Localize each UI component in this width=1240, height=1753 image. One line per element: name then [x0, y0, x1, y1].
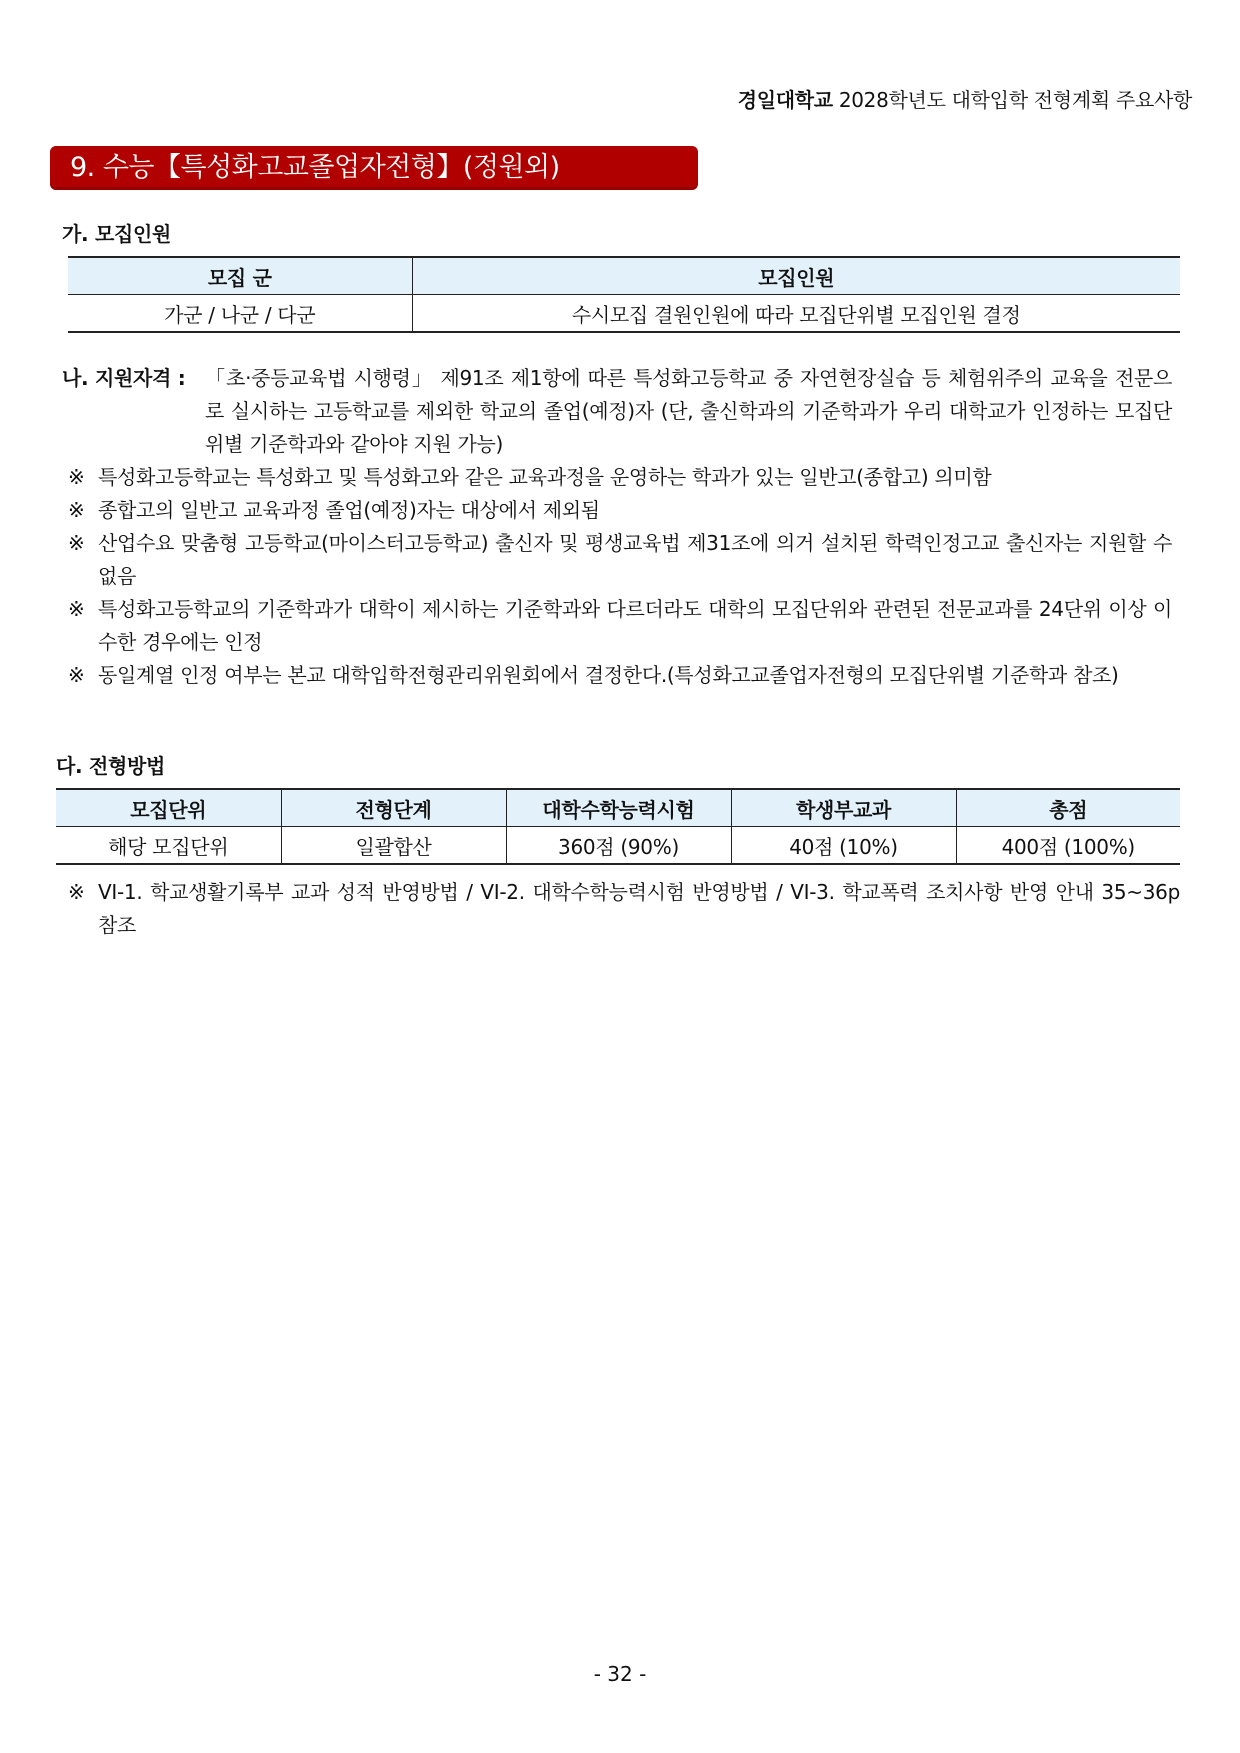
qualification-notes — [68, 461, 1172, 692]
header-cell-group: 모집 군 — [68, 257, 412, 295]
note-mark: ※ — [68, 597, 85, 621]
qualification-section — [62, 362, 1172, 461]
cell-school-record: 40점 (10%) — [731, 827, 956, 865]
cell-group: 가군 / 나군 / 다군 — [164, 302, 316, 327]
note-text: 종합고의 일반고 교육과정 졸업(예정)자는 대상에서 제외됨 — [98, 498, 600, 522]
note-text: 산업수요 맞춤형 고등학교(마이스터고등학교) 출신자 및 평생교육법 제31조에 의거 설치된 학력인정고교 출신자는 지원할 수 없음 — [98, 531, 1172, 588]
selection-method-table — [56, 788, 1180, 865]
note-item — [68, 659, 1172, 692]
note-item — [68, 494, 1172, 527]
header-cell-count: 모집인원 — [412, 257, 1180, 295]
header-cell-school-record: 학생부교과 — [731, 789, 956, 827]
cell-unit: 해당 모집단위 — [108, 834, 229, 859]
header-document-title: 2028학년도 대학입학 전형계획 주요사항 — [838, 88, 1192, 112]
page-number: - 32 - — [593, 1662, 647, 1686]
note-item — [68, 527, 1172, 593]
note-mark: ※ — [68, 531, 85, 555]
table-row — [68, 295, 1180, 333]
note-mark: ※ — [68, 465, 85, 489]
header-cell-unit: 모집단위 — [56, 789, 281, 827]
recruitment-table — [68, 256, 1180, 333]
qualification-text: 「초·중등교육법 시행령」 제91조 제1항에 따른 특성화고등학교 중 자연현장실습 등 체험위주의 교육을 전문으로 실시하는 고등학교를 제외한 학교의 졸업(예정)자 (단, 출신학과의 기준학과가 우리 대학교가 인정하는 모집단위별 기준학과와 같아야 지원 가능) — [205, 366, 1172, 456]
header-cell-total: 총점 — [956, 789, 1180, 827]
header-cell-csat: 대학수학능력시험 — [506, 789, 731, 827]
note-text: 특성화고등학교는 특성화고 및 특성화고와 같은 교육과정을 운영하는 학과가 있는 일반고(종합고) 의미함 — [98, 465, 992, 489]
section-banner: 9. 수능【특성화고교졸업자전형】(정원외) — [50, 146, 698, 190]
note-item — [68, 593, 1172, 659]
cell-stage: 일괄합산 — [281, 827, 506, 865]
section-ga-title: 가. 모집인원 — [62, 222, 172, 246]
table-row — [56, 827, 1180, 865]
note-text: VI-1. 학교생활기록부 교과 성적 반영방법 / VI-2. 대학수학능력시험 반영방법 / VI-3. 학교폭력 조치사항 반영 안내 35~36p 참조 — [98, 880, 1180, 937]
cell-count: 수시모집 결원인원에 따라 모집단위별 모집인원 결정 — [412, 295, 1180, 333]
section-da-title: 다. 전형방법 — [56, 754, 166, 778]
page-header — [738, 84, 1192, 113]
note-text: 동일계열 인정 여부는 본교 대학입학전형관리위원회에서 결정한다.(특성화고교졸업자전형의 모집단위별 기준학과 참조) — [98, 663, 1119, 687]
note-mark: ※ — [68, 663, 85, 687]
note-text: 특성화고등학교의 기준학과가 대학이 제시하는 기준학과와 다르더라도 대학의 모집단위와 관련된 전문교과를 24단위 이상 이수한 경우에는 인정 — [98, 597, 1172, 654]
cell-csat: 360점 (90%) — [506, 827, 731, 865]
note-mark: ※ — [68, 498, 85, 522]
header-cell-stage: 전형단계 — [281, 789, 506, 827]
note-item — [68, 461, 1172, 494]
qualification-label: 나. 지원자격 : — [62, 366, 186, 390]
note-item — [68, 876, 1180, 942]
table-header-row — [56, 789, 1180, 827]
note-mark: ※ — [68, 880, 85, 904]
table-header-row — [68, 257, 1180, 295]
header-university-name: 경일대학교 — [737, 88, 833, 112]
selection-method-notes — [68, 876, 1180, 942]
cell-total: 400점 (100%) — [956, 827, 1180, 865]
